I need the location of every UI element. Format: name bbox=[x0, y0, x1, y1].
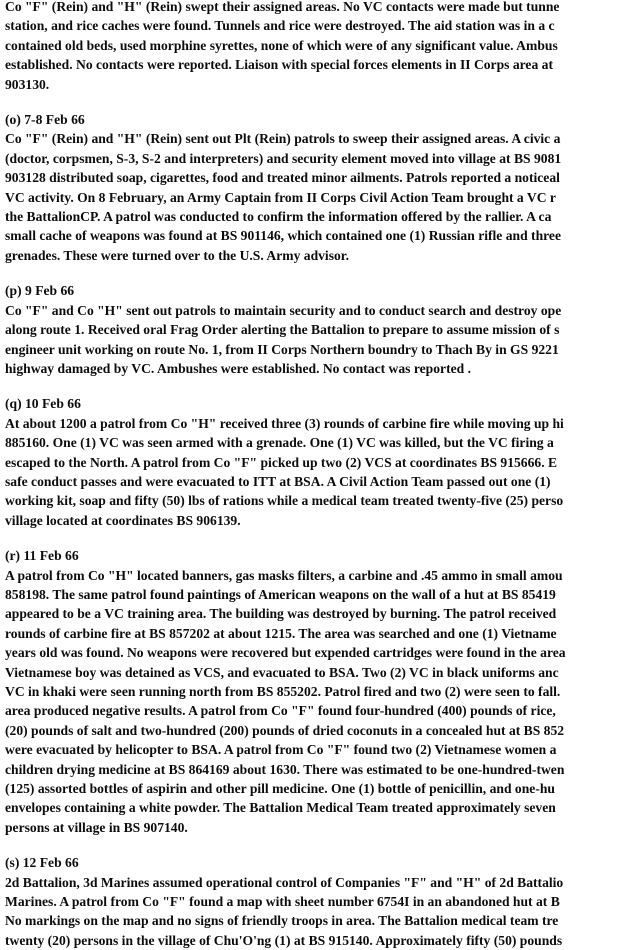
text-line: highway damaged by VC. Ambushes were established. No contact was reported . bbox=[5, 360, 471, 376]
section-heading: (q) 10 Feb 66 bbox=[5, 396, 81, 412]
text-line: station, and rice caches were found. Tunnels and rice were destroyed. The aid station was in a c bbox=[5, 18, 555, 34]
text-line: 2d Battalion, 3d Marines assumed operational control of Companies "F" and "H" of 2d Battalio bbox=[5, 874, 564, 890]
text-line: escaped to the North. A patrol from Co "F" picked up two (2) VCS at coordinates BS 915666. E bbox=[5, 454, 558, 470]
text-line: VC in khaki were seen running north from BS 855202. Patrol fired and two (2) were seen to fall. bbox=[5, 684, 561, 699]
text-line: working kit, soap and fifty (50) lbs of rations while a medical team treated twenty-five (25) perso bbox=[5, 493, 564, 509]
text-line: appeared to be a VC training area. The building was destroyed by burning. The patrol received bbox=[5, 606, 557, 622]
report-section bbox=[5, 94, 640, 265]
text-line: VC activity. On 8 February, an Army Captain from II Corps Civil Action Team brought a VC r bbox=[5, 189, 556, 205]
text-line: area produced negative results. A patrol from Co "F" found four-hundred (400) pounds of rice, bbox=[5, 703, 556, 719]
text-line: engineer unit working on route No. 1, from II Corps Northern boundry to Thach By in GS 9221 bbox=[5, 341, 559, 357]
section-heading: (s) 12 Feb 66 bbox=[5, 855, 79, 871]
text-line: safe conduct passes and were evacuated to ITT at BSA. A Civil Action Team passed out one (1) bbox=[5, 473, 551, 489]
text-line: No markings on the map and no signs of friendly troops in area. The Battalion medical team tre bbox=[5, 913, 559, 929]
section-gap bbox=[5, 94, 640, 110]
section-heading: (r) 11 Feb 66 bbox=[5, 548, 79, 564]
text-line: were evacuated by helicopter to BSA. A patrol from Co "F" found two (2) Vietnamese women a bbox=[5, 742, 557, 758]
section-gap bbox=[5, 378, 640, 394]
text-line: Co "F" (Rein) and "H" (Rein) sent out Plt (Rein) patrols to sweep their assigned areas. A civic a bbox=[5, 131, 561, 147]
text-line: the BattalionCP. A patrol was conducted to confirm the information offered by the rallier. A ca bbox=[5, 209, 552, 225]
text-line: envelopes containing a white powder. The Battalion Medical Team treated approximately seven bbox=[5, 800, 556, 816]
text-line: 858198. The same patrol found paintings of American weapons on the wall of a hut at BS 85419 bbox=[5, 586, 556, 602]
text-line: twenty (20) persons in the village of Chu'O'ng (1) at BS 915140. Approximately fifty (50) pounds bbox=[5, 932, 563, 948]
text-line: Co "F" (Rein) and "H" (Rein) swept their assigned areas. No VC contacts were made but tunne bbox=[5, 0, 560, 14]
text-line: persons at village in BS 907140. bbox=[5, 819, 188, 835]
text-line: years old was found. No weapons were recovered but expended cartridges were found in the area bbox=[5, 645, 566, 661]
text-line: contained old beds, used morphine syrettes, none of which were of any significant value. Ambus bbox=[5, 37, 558, 53]
text-line: small cache of weapons was found at BS 901146, which contained one (1) Russian rifle and three bbox=[5, 228, 561, 244]
report-section bbox=[5, 378, 640, 530]
report-section bbox=[5, 265, 640, 378]
section-heading: (o) 7-8 Feb 66 bbox=[5, 112, 85, 128]
text-line: children drying medicine at BS 864169 about 1630. There was estimated to be one-hundred-twen bbox=[5, 761, 565, 777]
text-line: At about 1200 a patrol from Co "H" received three (3) rounds of carbine fire while moving up hi bbox=[5, 415, 564, 431]
text-line: (20) pounds of salt and two-hundred (200) pounds of dried coconuts in a concealed hut at BS 852 bbox=[5, 722, 565, 738]
text-line: 903130. bbox=[5, 76, 50, 92]
text-line: (doctor, corpsmen, S-3, S-2 and interpreters) and security element moved into village at BS 9081 bbox=[5, 150, 562, 166]
text-line: village located at coordinates BS 906139. bbox=[5, 512, 241, 528]
text-line: along route 1. Received oral Frag Order alerting the Battalion to prepare to assume mission of s bbox=[5, 322, 560, 338]
text-line: (125) assorted bottles of aspirin and other pill medicine. One (1) bottle of penicillin, and one-hu bbox=[5, 781, 555, 797]
text-line: A patrol from Co "H" located banners, gas masks filters, a carbine and .45 ammo in small amou bbox=[5, 567, 563, 583]
section-gap bbox=[5, 837, 640, 853]
text-line: grenades. These were turned over to the U.S. Army advisor. bbox=[5, 247, 349, 263]
text-line: 903128 distributed soap, cigarettes, food and treated minor ailments. Patrols reported a noticeal bbox=[5, 170, 560, 186]
text-line: Co "F" and Co "H" sent out patrols to maintain security and to conduct search and destroy ope bbox=[5, 302, 562, 318]
section-gap bbox=[5, 530, 640, 546]
report-section bbox=[5, 0, 640, 94]
section-heading: (p) 9 Feb 66 bbox=[5, 283, 75, 299]
document-page bbox=[5, 0, 640, 948]
text-line: established. No contacts were reported. Liaison with special forces elements in II Corps area at bbox=[5, 57, 553, 73]
text-line: rounds of carbine fire at BS 857202 at about 1215. The area was searched and one (1) Vietname bbox=[5, 625, 557, 641]
text-line: Marines. A patrol from Co "F" found a map with sheet number 6754I in an abandoned hut at B bbox=[5, 894, 560, 910]
report-section bbox=[5, 530, 640, 837]
text-line: Vietnamese boy was detained as VCS, and evacuated to BSA. Two (2) VC in black uniforms anc bbox=[5, 664, 559, 680]
report-section bbox=[5, 837, 640, 950]
text-line: 885160. One (1) VC was seen armed with a grenade. One (1) VC was killed, but the VC firing a bbox=[5, 435, 554, 451]
section-gap bbox=[5, 265, 640, 281]
